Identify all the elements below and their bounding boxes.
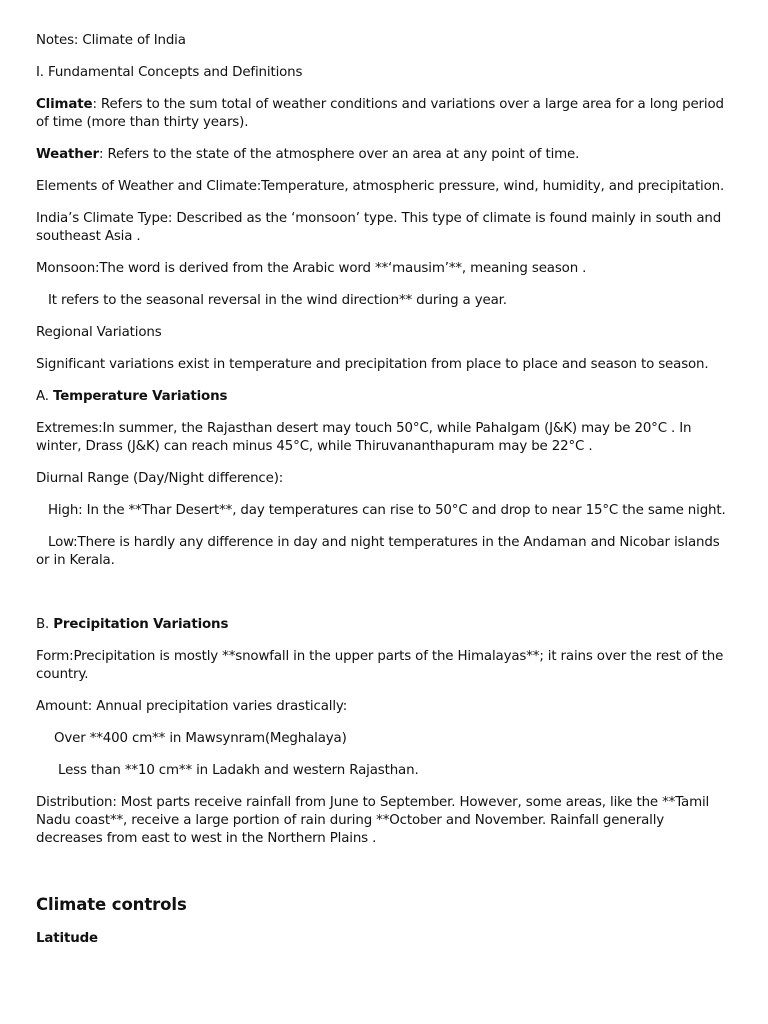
low-range-paragraph: Low:There is hardly any difference in day and night temperatures in the Andaman and Nicobar islands or in Kerala. bbox=[36, 535, 720, 568]
over-400cm-paragraph: Over **400 cm** in Mawsynram(Meghalaya) bbox=[54, 731, 347, 746]
precipitation-prefix: B. bbox=[36, 617, 54, 632]
amount-paragraph: Amount: Annual precipitation varies drastically: bbox=[36, 699, 348, 714]
weather-definition-text: : Refers to the state of the atmosphere over an area at any point of time. bbox=[98, 147, 580, 162]
form-paragraph: Form:Precipitation is mostly **snowfall in the upper parts of the Himalayas**; it rains over the rest of the country. bbox=[36, 649, 724, 682]
section-heading-fundamentals: I. Fundamental Concepts and Definitions bbox=[36, 65, 303, 80]
climate-definition-text: : Refers to the sum total of weather conditions and variations over a large area for a long period of time (more than thirty years). bbox=[36, 97, 724, 130]
temperature-variations-heading bbox=[36, 388, 732, 406]
diurnal-range-paragraph: Diurnal Range (Day/Night difference): bbox=[36, 471, 284, 486]
distribution-paragraph: Distribution: Most parts receive rainfall from June to September. However, some areas, like the **Tamil Nadu coast**, receive a large portion of rain during **October and November. Rainfall generally decreases from east to west in the Northern Plains . bbox=[36, 795, 710, 846]
monsoon-paragraph: Monsoon:The word is derived from the Arabic word **‘mausim’**, meaning season . bbox=[36, 261, 587, 276]
precipitation-heading-text: Precipitation Variations bbox=[53, 617, 229, 632]
climate-definition bbox=[36, 96, 732, 132]
climate-term: Climate bbox=[36, 97, 93, 112]
climate-controls-heading: Climate controls bbox=[36, 895, 187, 914]
monsoon-reversal-paragraph: It refers to the seasonal reversal in the wind direction** during a year. bbox=[48, 293, 507, 308]
regional-variations-heading: Regional Variations bbox=[36, 325, 162, 340]
temperature-heading-text: Temperature Variations bbox=[53, 389, 228, 404]
weather-term: Weather bbox=[36, 147, 99, 162]
significant-variations-paragraph: Significant variations exist in temperature and precipitation from place to place and season to season. bbox=[36, 357, 709, 372]
extremes-paragraph: Extremes:In summer, the Rajasthan desert may touch 50°C, while Pahalgam (J&K) may be 20°C . In winter, Drass (J&K) can reach minus 45°C, while Thiruvananthapuram may be 22°C . bbox=[36, 421, 692, 454]
latitude-subheading: Latitude bbox=[36, 931, 98, 946]
less-than-10cm-paragraph: Less than **10 cm** in Ladakh and western Rajasthan. bbox=[58, 763, 419, 778]
weather-definition bbox=[36, 146, 732, 164]
climate-type-paragraph: India’s Climate Type: Described as the ‘monsoon’ type. This type of climate is found mainly in south and southeast Asia . bbox=[36, 211, 722, 244]
precipitation-variations-heading bbox=[36, 616, 732, 634]
high-range-paragraph: High: In the **Thar Desert**, day temperatures can rise to 50°C and drop to near 15°C the same night. bbox=[48, 503, 726, 518]
temperature-prefix: A. bbox=[36, 389, 53, 404]
doc-title: Notes: Climate of India bbox=[36, 33, 186, 48]
elements-paragraph: Elements of Weather and Climate:Temperature, atmospheric pressure, wind, humidity, and precipitation. bbox=[36, 179, 725, 194]
